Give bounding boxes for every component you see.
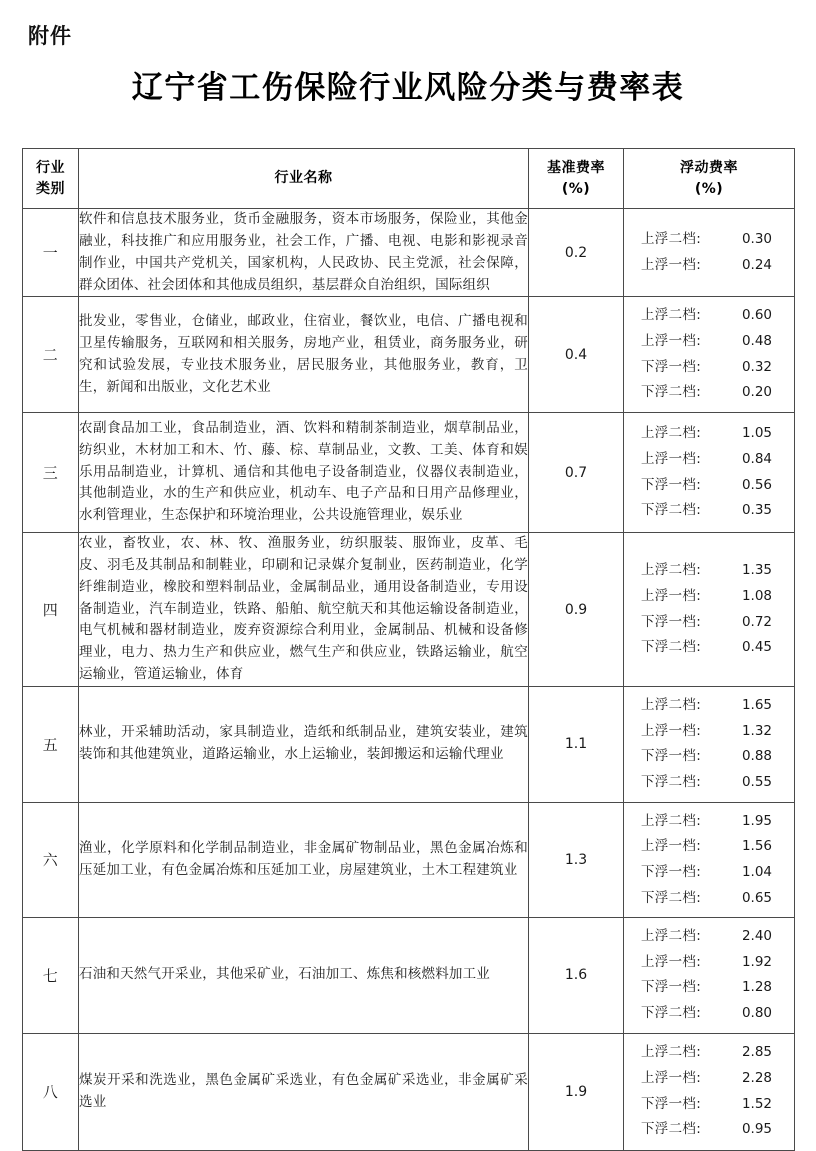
cell-industry-category: 四 [23, 533, 79, 687]
floating-rate-value: 0.95 [741, 1121, 772, 1138]
floating-rate-item [624, 1001, 794, 1027]
cell-base-rate: 0.2 [529, 209, 624, 297]
floating-rate-value: 0.65 [741, 889, 772, 906]
floating-rate-value: 1.56 [741, 838, 772, 855]
cell-floating-rates [624, 802, 795, 918]
table-row [23, 802, 795, 918]
table-header [23, 149, 795, 209]
floating-rate-item [624, 744, 794, 770]
column-header-floating-rate [624, 149, 795, 209]
floating-rate-label: 上浮二档: [641, 231, 702, 248]
floating-rate-item [624, 975, 794, 1001]
floating-rate-item [624, 303, 794, 329]
floating-rate-label: 下浮一档: [641, 748, 702, 765]
floating-rate-value: 0.72 [741, 613, 772, 630]
floating-rate-list [624, 803, 794, 918]
category-header-line-1: 行业 [36, 160, 65, 177]
floating-rate-label: 上浮一档: [641, 256, 702, 273]
column-header-base-rate [529, 149, 624, 209]
floating-rate-list [624, 1034, 794, 1149]
floating-rate-value: 1.92 [741, 953, 772, 970]
floating-rate-value: 1.95 [741, 812, 772, 829]
cell-industry-category: 八 [23, 1033, 79, 1150]
floating-rate-value: 1.04 [741, 863, 772, 880]
page-title: 辽宁省工伤保险行业风险分类与费率表 [131, 70, 685, 106]
floating-rate-label: 上浮二档: [641, 928, 702, 945]
floating-rate-item [624, 355, 794, 381]
floating-rate-item [624, 1117, 794, 1143]
floating-rate-list [624, 918, 794, 1033]
floating-rate-label: 上浮二档: [641, 697, 702, 714]
cell-floating-rates [624, 533, 795, 687]
floating-rate-item [624, 770, 794, 796]
floating-rate-label: 下浮二档: [641, 889, 702, 906]
floating-rate-value: 0.60 [741, 307, 772, 324]
floating-rate-item [624, 558, 794, 584]
attachment-label: 附件 [28, 24, 72, 48]
floating-rate-value: 1.28 [741, 979, 772, 996]
cell-base-rate: 1.1 [529, 687, 624, 803]
floating-rate-item [624, 950, 794, 976]
cell-industry-names: 渔业，化学原料和化学制品制造业，非金属矿物制品业，黑色金属冶炼和压延加工业，有色金属冶炼和压延加工业，房屋建筑业，土木工程建筑业 [79, 802, 529, 918]
floating-rate-item [624, 253, 794, 279]
floating-rate-value: 1.05 [741, 425, 772, 442]
category-header-line-2: 类别 [36, 180, 65, 197]
cell-industry-names: 批发业，零售业，仓储业，邮政业，住宿业，餐饮业，电信、广播电视和卫星传输服务，互联网和相关服务，房地产业，租赁业，商务服务业，研究和试验发展，专业技术服务业，居民服务业，其他服务业，教育，卫生，新闻和出版业，文化艺术业 [79, 297, 529, 413]
floating-rate-value: 1.52 [741, 1095, 772, 1112]
cell-industry-names: 农业，畜牧业，农、林、牧、渔服务业，纺织服装、服饰业，皮革、毛皮、羽毛及其制品和制鞋业，印刷和记录媒介复制业，医药制造业，化学纤维制造业，橡胶和塑料制品业，金属制品业，通用设备制造业，专用设备制造业，汽车制造业，铁路、船舶、航空航天和其他运输设备制造业，电气机械和器材制造业，废弃资源综合利用业，金属制品、机械和设备修理业，电力、热力生产和供应业，燃气生产和供应业，铁路运输业，航空运输业，管道运输业，体育 [79, 533, 529, 687]
cell-floating-rates [624, 209, 795, 297]
floating-rate-value: 0.32 [741, 358, 772, 375]
table-row [23, 918, 795, 1034]
cell-industry-names: 石油和天然气开采业，其他采矿业，石油加工、炼焦和核燃料加工业 [79, 918, 529, 1034]
floating-rate-item [624, 1040, 794, 1066]
cell-base-rate: 0.9 [529, 533, 624, 687]
floating-rate-label: 上浮一档: [641, 953, 702, 970]
floating-rate-value: 0.80 [741, 1005, 772, 1022]
floating-rate-label: 上浮一档: [641, 587, 702, 604]
floating-rate-header-line-2: (%) [694, 180, 724, 197]
floating-rate-item [624, 329, 794, 355]
cell-base-rate: 1.3 [529, 802, 624, 918]
floating-rate-label: 上浮二档: [641, 307, 702, 324]
floating-rate-label: 下浮二档: [641, 1005, 702, 1022]
cell-base-rate: 0.4 [529, 297, 624, 413]
cell-base-rate: 1.6 [529, 918, 624, 1034]
floating-rate-value: 1.35 [741, 562, 772, 579]
floating-rate-value: 0.45 [741, 639, 772, 656]
industry-risk-rate-table [22, 148, 795, 1151]
cell-industry-category: 五 [23, 687, 79, 803]
table-row [23, 209, 795, 297]
floating-rate-item [624, 693, 794, 719]
floating-rate-item [624, 809, 794, 835]
table-row [23, 297, 795, 413]
floating-rate-label: 上浮一档: [641, 333, 702, 350]
floating-rate-value: 1.32 [741, 722, 772, 739]
rate-table-container [22, 148, 794, 1151]
floating-rate-label: 上浮一档: [641, 838, 702, 855]
floating-rate-item [624, 421, 794, 447]
floating-rate-list [624, 415, 794, 530]
table-row [23, 533, 795, 687]
floating-rate-value: 0.56 [741, 476, 772, 493]
cell-floating-rates [624, 687, 795, 803]
floating-rate-item [624, 380, 794, 406]
floating-rate-label: 下浮二档: [641, 384, 702, 401]
floating-rate-list [624, 687, 794, 802]
cell-industry-names: 林业，开采辅助活动，家具制造业，造纸和纸制品业，建筑安装业，建筑装饰和其他建筑业，道路运输业，水上运输业，装卸搬运和运输代理业 [79, 687, 529, 803]
floating-rate-label: 上浮一档: [641, 450, 702, 467]
floating-rate-label: 下浮一档: [641, 979, 702, 996]
cell-industry-names: 农副食品加工业，食品制造业，酒、饮料和精制茶制造业，烟草制品业，纺织业，木材加工和木、竹、藤、棕、草制品业，文教、工美、体育和娱乐用品制造业，计算机、通信和其他电子设备制造业，仪器仪表制造业，其他制造业，水的生产和供应业，机动车、电子产品和日用产品修理业，水利管理业，生态保护和环境治理业，公共设施管理业，娱乐业 [79, 413, 529, 533]
floating-rate-label: 下浮二档: [641, 639, 702, 656]
floating-rate-value: 2.28 [741, 1070, 772, 1087]
floating-rate-item [624, 860, 794, 886]
floating-rate-value: 0.35 [741, 502, 772, 519]
floating-rate-label: 下浮一档: [641, 1095, 702, 1112]
floating-rate-label: 上浮二档: [641, 812, 702, 829]
floating-rate-value: 2.40 [741, 928, 772, 945]
table-row [23, 413, 795, 533]
cell-industry-names: 软件和信息技术服务业，货币金融服务，资本市场服务，保险业，其他金融业，科技推广和应用服务业，社会工作，广播、电视、电影和影视录音制作业，中国共产党机关，国家机构，人民政协、民主党派，社会保障，群众团体、社会团体和其他成员组织，基层群众自治组织，国际组织 [79, 209, 529, 297]
cell-industry-category: 三 [23, 413, 79, 533]
floating-rate-item [624, 924, 794, 950]
floating-rate-label: 下浮一档: [641, 358, 702, 375]
base-rate-header-line-1: 基准费率 [547, 160, 605, 177]
cell-base-rate: 1.9 [529, 1033, 624, 1150]
floating-rate-label: 上浮一档: [641, 722, 702, 739]
floating-rate-value: 0.48 [741, 333, 772, 350]
floating-rate-value: 0.84 [741, 450, 772, 467]
cell-floating-rates [624, 413, 795, 533]
cell-base-rate: 0.7 [529, 413, 624, 533]
floating-rate-item [624, 447, 794, 473]
floating-rate-item [624, 1092, 794, 1118]
floating-rate-header-line-1: 浮动费率 [680, 160, 738, 177]
floating-rate-value: 1.65 [741, 697, 772, 714]
floating-rate-item [624, 473, 794, 499]
floating-rate-label: 下浮一档: [641, 863, 702, 880]
floating-rate-value: 0.88 [741, 748, 772, 765]
cell-floating-rates [624, 918, 795, 1034]
floating-rate-item [624, 610, 794, 636]
floating-rate-label: 下浮一档: [641, 476, 702, 493]
floating-rate-item [624, 834, 794, 860]
floating-rate-item [624, 719, 794, 745]
cell-industry-names: 煤炭开采和洗选业，黑色金属矿采选业，有色金属矿采选业，非金属矿采选业 [79, 1033, 529, 1150]
floating-rate-item [624, 584, 794, 610]
floating-rate-list [624, 552, 794, 667]
floating-rate-value: 0.24 [741, 256, 772, 273]
column-header-category [23, 149, 79, 209]
floating-rate-item [624, 498, 794, 524]
cell-industry-category: 六 [23, 802, 79, 918]
floating-rate-label: 上浮二档: [641, 1044, 702, 1061]
floating-rate-item [624, 227, 794, 253]
floating-rate-label: 下浮二档: [641, 1121, 702, 1138]
floating-rate-value: 1.08 [741, 587, 772, 604]
floating-rate-item [624, 1066, 794, 1092]
floating-rate-label: 上浮一档: [641, 1070, 702, 1087]
floating-rate-value: 0.30 [741, 231, 772, 248]
cell-industry-category: 一 [23, 209, 79, 297]
cell-industry-category: 二 [23, 297, 79, 413]
floating-rate-list [624, 297, 794, 412]
table-header-row [23, 149, 795, 209]
floating-rate-item [624, 635, 794, 661]
floating-rate-label: 下浮二档: [641, 502, 702, 519]
floating-rate-label: 下浮二档: [641, 773, 702, 790]
industry-name-header-label: 行业名称 [274, 170, 333, 187]
floating-rate-value: 0.55 [741, 773, 772, 790]
table-row [23, 687, 795, 803]
cell-industry-category: 七 [23, 918, 79, 1034]
floating-rate-label: 下浮一档: [641, 613, 702, 630]
table-body [23, 209, 795, 1151]
floating-rate-label: 上浮二档: [641, 562, 702, 579]
floating-rate-item [624, 886, 794, 912]
floating-rate-value: 0.20 [741, 384, 772, 401]
cell-floating-rates [624, 1033, 795, 1150]
base-rate-header-line-2: (%) [561, 180, 591, 197]
table-row [23, 1033, 795, 1150]
floating-rate-label: 上浮二档: [641, 425, 702, 442]
floating-rate-value: 2.85 [741, 1044, 772, 1061]
column-header-industry-name [79, 149, 529, 209]
cell-floating-rates [624, 297, 795, 413]
floating-rate-list [624, 221, 794, 284]
